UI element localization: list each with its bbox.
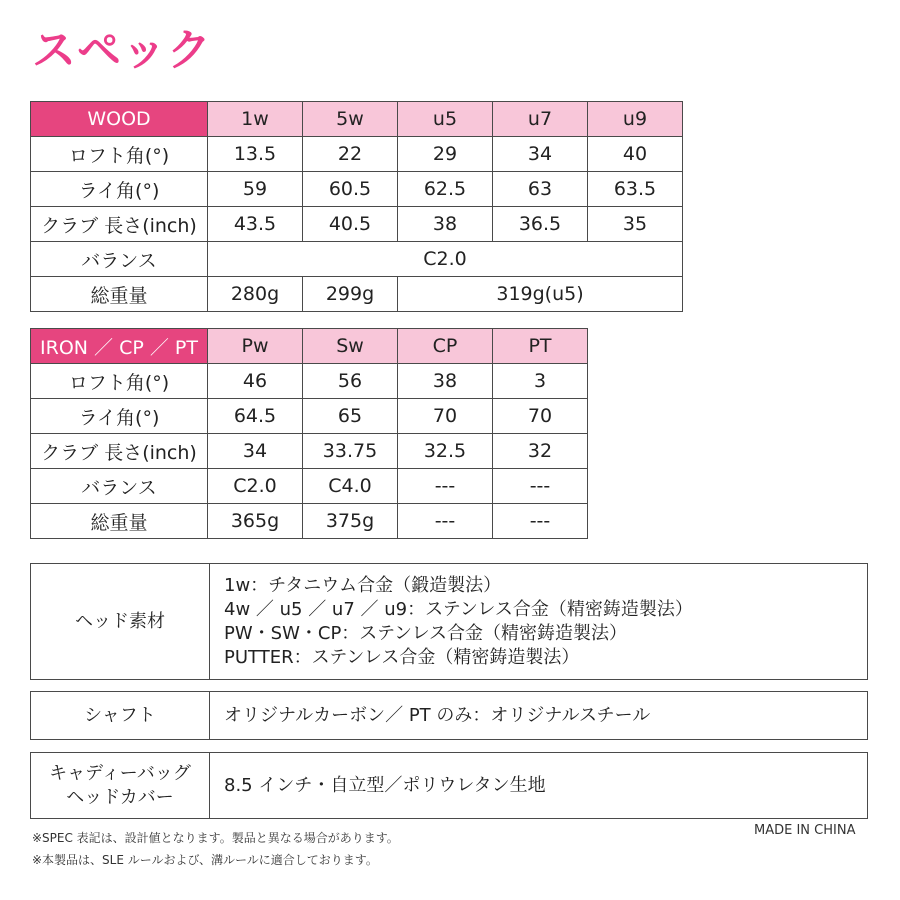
table-row: [31, 242, 683, 277]
table-cell: 32.5: [398, 434, 493, 469]
wood-header-cell: u7: [493, 102, 588, 137]
wood-header-cell: 1w: [208, 102, 303, 137]
iron-header-cell: CP: [398, 329, 493, 364]
wood-spec-table: [30, 101, 683, 312]
row-label: ロフト角(°): [31, 364, 208, 399]
table-cell: 34: [493, 137, 588, 172]
head-material-line: 1w：チタニウム合金（鍛造製法）: [224, 574, 502, 596]
table-cell: ---: [398, 469, 493, 504]
table-cell: 33.75: [303, 434, 398, 469]
table-cell: 43.5: [208, 207, 303, 242]
table-cell: 63.5: [588, 172, 683, 207]
table-cell: 60.5: [303, 172, 398, 207]
footnote: ※本製品は、SLE ルールおよび、溝ルールに適合しております。: [32, 853, 378, 867]
iron-header-label: IRON ／ CP ／ PT: [31, 329, 208, 364]
table-cell: 40: [588, 137, 683, 172]
iron-header-cell: Pw: [208, 329, 303, 364]
wood-header-cell: u9: [588, 102, 683, 137]
table-cell: C4.0: [303, 469, 398, 504]
bag-value: 8.5 インチ・自立型／ポリウレタン生地: [224, 774, 546, 796]
table-cell: 46: [208, 364, 303, 399]
row-label: バランス: [31, 469, 208, 504]
bag-label: [31, 753, 210, 818]
table-row: [31, 434, 588, 469]
table-cell: C2.0: [208, 242, 683, 277]
table-cell: 375g: [303, 504, 398, 539]
row-label: クラブ 長さ(inch): [31, 207, 208, 242]
head-material-list: [210, 564, 867, 679]
table-row: [31, 364, 588, 399]
table-cell: 70: [398, 399, 493, 434]
head-material-line: 4w ／ u5 ／ u7 ／ u9：ステンレス合金（精密鋳造製法）: [224, 598, 693, 620]
table-cell: 38: [398, 207, 493, 242]
iron-spec-table: [30, 328, 588, 539]
table-cell: 299g: [303, 277, 398, 312]
table-cell: 59: [208, 172, 303, 207]
table-cell: C2.0: [208, 469, 303, 504]
shaft-value: オリジナルカーボン／ PT のみ：オリジナルスチール: [224, 704, 651, 726]
table-header-row: [31, 329, 588, 364]
table-cell: 65: [303, 399, 398, 434]
head-material-label: ヘッド素材: [31, 564, 210, 679]
head-material-box: [30, 563, 868, 680]
wood-header-cell: 5w: [303, 102, 398, 137]
table-row: [31, 277, 683, 312]
row-label: バランス: [31, 242, 208, 277]
row-label: ライ角(°): [31, 399, 208, 434]
table-cell: ---: [493, 469, 588, 504]
table-cell: 280g: [208, 277, 303, 312]
table-cell: 35: [588, 207, 683, 242]
table-row: [31, 172, 683, 207]
row-label: 総重量: [31, 504, 208, 539]
table-cell: 34: [208, 434, 303, 469]
table-cell: 22: [303, 137, 398, 172]
shaft-label: シャフト: [31, 692, 210, 739]
table-row: [31, 399, 588, 434]
table-cell: 62.5: [398, 172, 493, 207]
table-cell: 36.5: [493, 207, 588, 242]
made-in-label: MADE IN CHINA: [754, 823, 856, 838]
table-cell: 64.5: [208, 399, 303, 434]
iron-header-cell: PT: [493, 329, 588, 364]
table-cell: 63: [493, 172, 588, 207]
bag-label-line: キャディーバッグ: [49, 762, 191, 784]
table-cell: 29: [398, 137, 493, 172]
footnote: ※SPEC 表記は、設計値となります。製品と異なる場合があります。: [32, 831, 399, 845]
row-label: 総重量: [31, 277, 208, 312]
table-cell: ---: [398, 504, 493, 539]
bag-box: [30, 752, 868, 819]
table-cell: ---: [493, 504, 588, 539]
row-label: ライ角(°): [31, 172, 208, 207]
table-cell: 319g(u5): [398, 277, 683, 312]
table-row: [31, 504, 588, 539]
table-cell: 32: [493, 434, 588, 469]
table-cell: 3: [493, 364, 588, 399]
head-material-line: PW・SW・CP：ステンレス合金（精密鋳造製法）: [224, 622, 628, 644]
table-row: [31, 207, 683, 242]
table-cell: 40.5: [303, 207, 398, 242]
page-title: スペック: [32, 25, 212, 76]
head-material-line: PUTTER：ステンレス合金（精密鋳造製法）: [224, 646, 580, 668]
row-label: ロフト角(°): [31, 137, 208, 172]
table-cell: 56: [303, 364, 398, 399]
table-cell: 38: [398, 364, 493, 399]
bag-label-line: ヘッドカバー: [66, 786, 174, 808]
row-label: クラブ 長さ(inch): [31, 434, 208, 469]
table-row: [31, 469, 588, 504]
wood-header-cell: u5: [398, 102, 493, 137]
wood-header-label: WOOD: [31, 102, 208, 137]
table-row: [31, 137, 683, 172]
table-cell: 13.5: [208, 137, 303, 172]
shaft-box: [30, 691, 868, 740]
iron-header-cell: Sw: [303, 329, 398, 364]
table-cell: 70: [493, 399, 588, 434]
table-cell: 365g: [208, 504, 303, 539]
table-header-row: [31, 102, 683, 137]
